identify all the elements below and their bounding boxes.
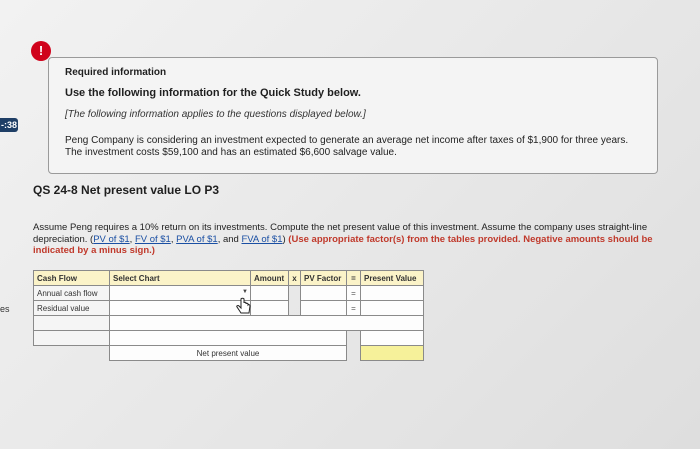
blank-value-cell [361, 331, 424, 346]
equals-sign: = [347, 301, 361, 316]
header-equals: = [347, 271, 361, 286]
required-heading: Required information [65, 67, 167, 78]
pv-factor-input[interactable] [301, 301, 347, 316]
timer-badge: -:38 [0, 120, 17, 130]
table-row [34, 316, 424, 331]
select-chart-dropdown[interactable] [110, 301, 251, 316]
table-row [34, 286, 424, 301]
table-row [34, 346, 424, 361]
npv-value-input[interactable] [361, 346, 424, 361]
link-fv-of-1[interactable]: FV of $1 [134, 233, 171, 245]
select-chart-dropdown[interactable] [110, 286, 251, 301]
required-info-box [48, 57, 658, 174]
npv-table [33, 270, 424, 361]
header-times: x [289, 271, 301, 286]
amount-input[interactable] [251, 301, 289, 316]
question-intro: Assume Peng requires a 10% return on its investments. Compute the net present value of this investment. Assume the company uses straight-line depreciation. ( [33, 222, 648, 245]
link-pva-of-1[interactable]: PVA of $1 [176, 233, 218, 245]
row-label-empty [34, 316, 110, 331]
present-value-cell[interactable] [361, 286, 424, 301]
row-label-residual: Residual value [34, 301, 110, 316]
blank-row [110, 316, 424, 331]
question-title: QS 24-8 Net present value LO P3 [33, 183, 220, 197]
table-row [34, 301, 424, 316]
npv-label: Net present value [110, 346, 347, 361]
amount-input[interactable] [251, 286, 289, 301]
pv-factor-input[interactable] [301, 286, 347, 301]
blank-cell [110, 331, 347, 346]
header-amount: Amount [251, 271, 289, 286]
required-subheading: Use the following information for the Quick Study below. [65, 87, 361, 99]
question-instruction: (Use appropriate factor(s) from the tables provided. Negative amounts should be indicated by a minus sign.) [33, 233, 653, 256]
question-text [33, 222, 658, 257]
required-body: Peng Company is considering an investment expected to generate an average net income after taxes of $1,900 for three years. The investment costs $59,100 and has an estimated $6,600 salvage value. [65, 135, 629, 158]
header-select-chart: Select Chart [110, 271, 251, 286]
header-present-value: Present Value [361, 271, 424, 286]
chevron-down-icon: ▼ [242, 289, 248, 295]
table-header-row [34, 271, 424, 286]
equals-sign: = [347, 286, 361, 301]
edge-label: es [0, 304, 10, 314]
link-separator-and: , and [217, 233, 242, 245]
header-cash-flow: Cash Flow [34, 271, 110, 286]
required-note: [The following information applies to the questions displayed below.] [65, 109, 366, 120]
link-fva-of-1[interactable]: FVA of $1 [241, 233, 283, 245]
link-pv-of-1[interactable]: PV of $1 [93, 233, 130, 245]
link-close: ) [282, 233, 286, 245]
row-label-empty [34, 331, 110, 346]
hand-cursor-icon [232, 297, 256, 317]
alert-icon: ! [31, 41, 51, 61]
row-label-annual: Annual cash flow [34, 286, 110, 301]
present-value-cell[interactable] [361, 301, 424, 316]
table-row [34, 331, 424, 346]
link-separator: , [129, 233, 135, 245]
header-pv-factor: PV Factor [301, 271, 347, 286]
link-separator: , [170, 233, 177, 245]
